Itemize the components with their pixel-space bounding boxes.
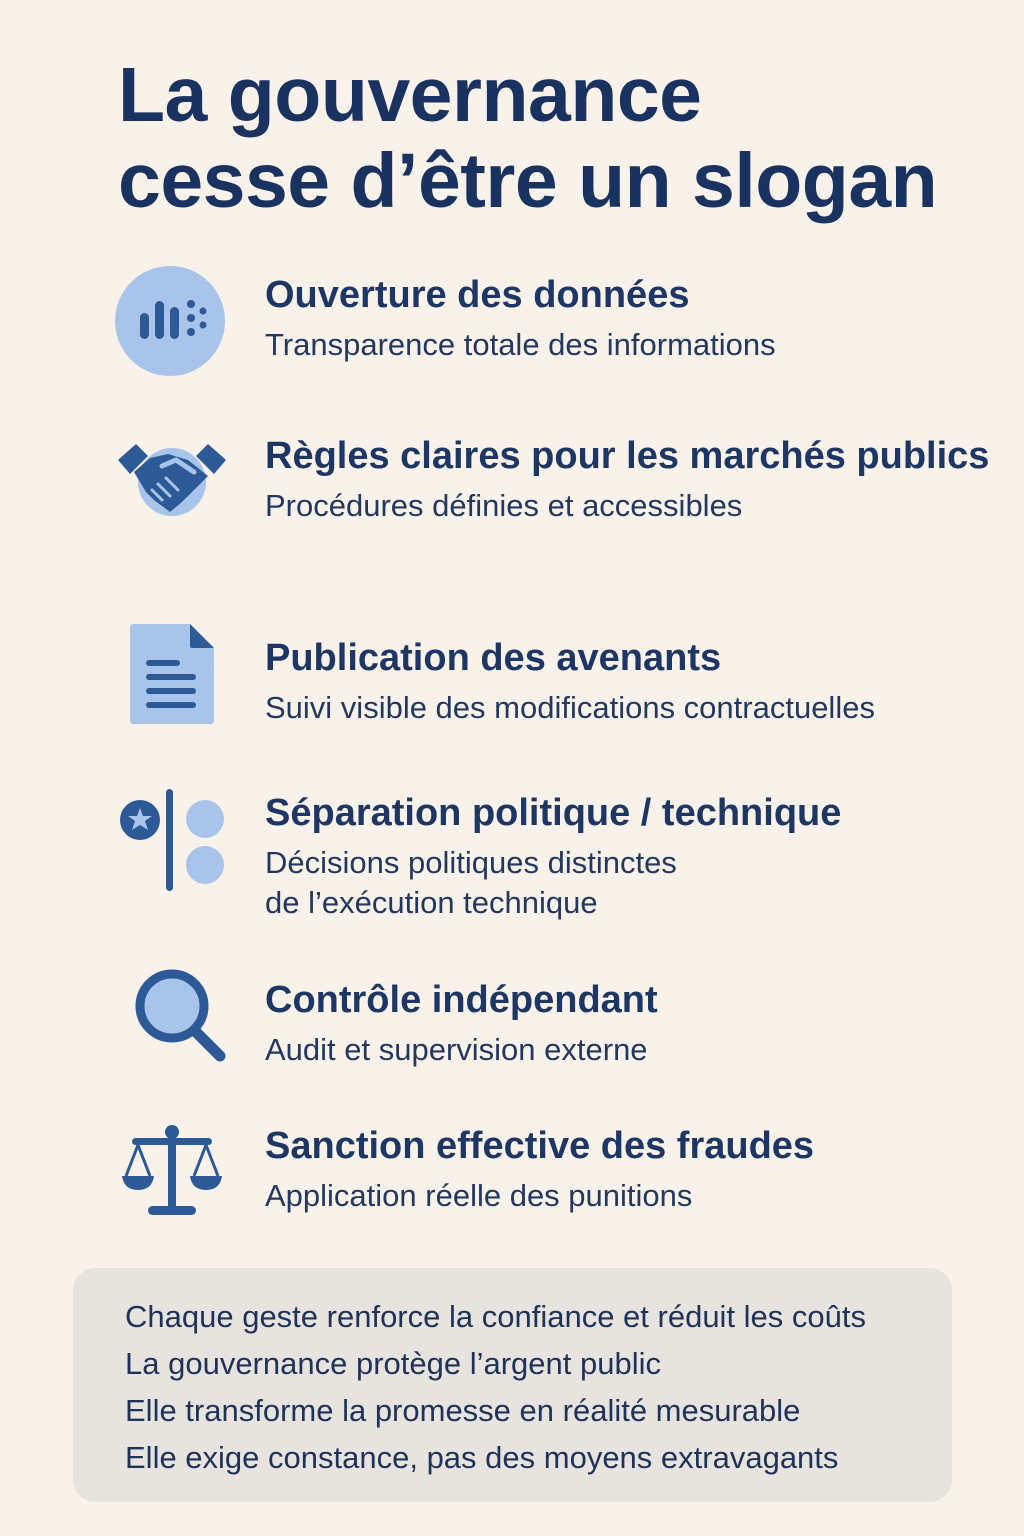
item-description-line-2: de l’exécution technique — [265, 885, 598, 920]
item-description-line-1: Décisions politiques distinctes — [265, 845, 677, 880]
scales-icon — [112, 1118, 232, 1238]
item-title: Publication des avenants — [265, 637, 722, 679]
summary-line: Elle transforme la promesse en réalité mesurable — [125, 1393, 801, 1428]
summary-line: Elle exige constance, pas des moyens extravagants — [125, 1440, 839, 1475]
item-description: Suivi visible des modifications contractuelles — [265, 690, 875, 725]
item-description: Audit et supervision externe — [265, 1032, 648, 1067]
page-title — [118, 52, 998, 224]
item-description: Transparence totale des informations — [265, 327, 776, 362]
title-line-2: cesse d’être un slogan — [118, 138, 938, 224]
item-description — [265, 843, 1005, 923]
separation-icon — [112, 785, 232, 905]
item-description: Procédures définies et accessibles — [265, 488, 743, 523]
title-line-1: La gouvernance — [118, 52, 702, 138]
document-icon — [112, 620, 232, 740]
item-title: Ouverture des données — [265, 274, 690, 316]
item-title: Règles claires pour les marchés publics — [265, 435, 990, 477]
summary-line: La gouvernance protège l’argent public — [125, 1346, 661, 1381]
item-description: Application réelle des punitions — [265, 1178, 693, 1213]
item-title: Séparation politique / technique — [265, 792, 842, 834]
item-title: Contrôle indépendant — [265, 979, 658, 1021]
bar-chart-icon — [112, 265, 232, 385]
item-title: Sanction effective des fraudes — [265, 1125, 815, 1167]
handshake-icon — [112, 430, 232, 550]
summary-line: Chaque geste renforce la confiance et réduit les coûts — [125, 1299, 867, 1334]
summary-box — [73, 1268, 952, 1502]
magnifier-icon — [112, 962, 232, 1082]
